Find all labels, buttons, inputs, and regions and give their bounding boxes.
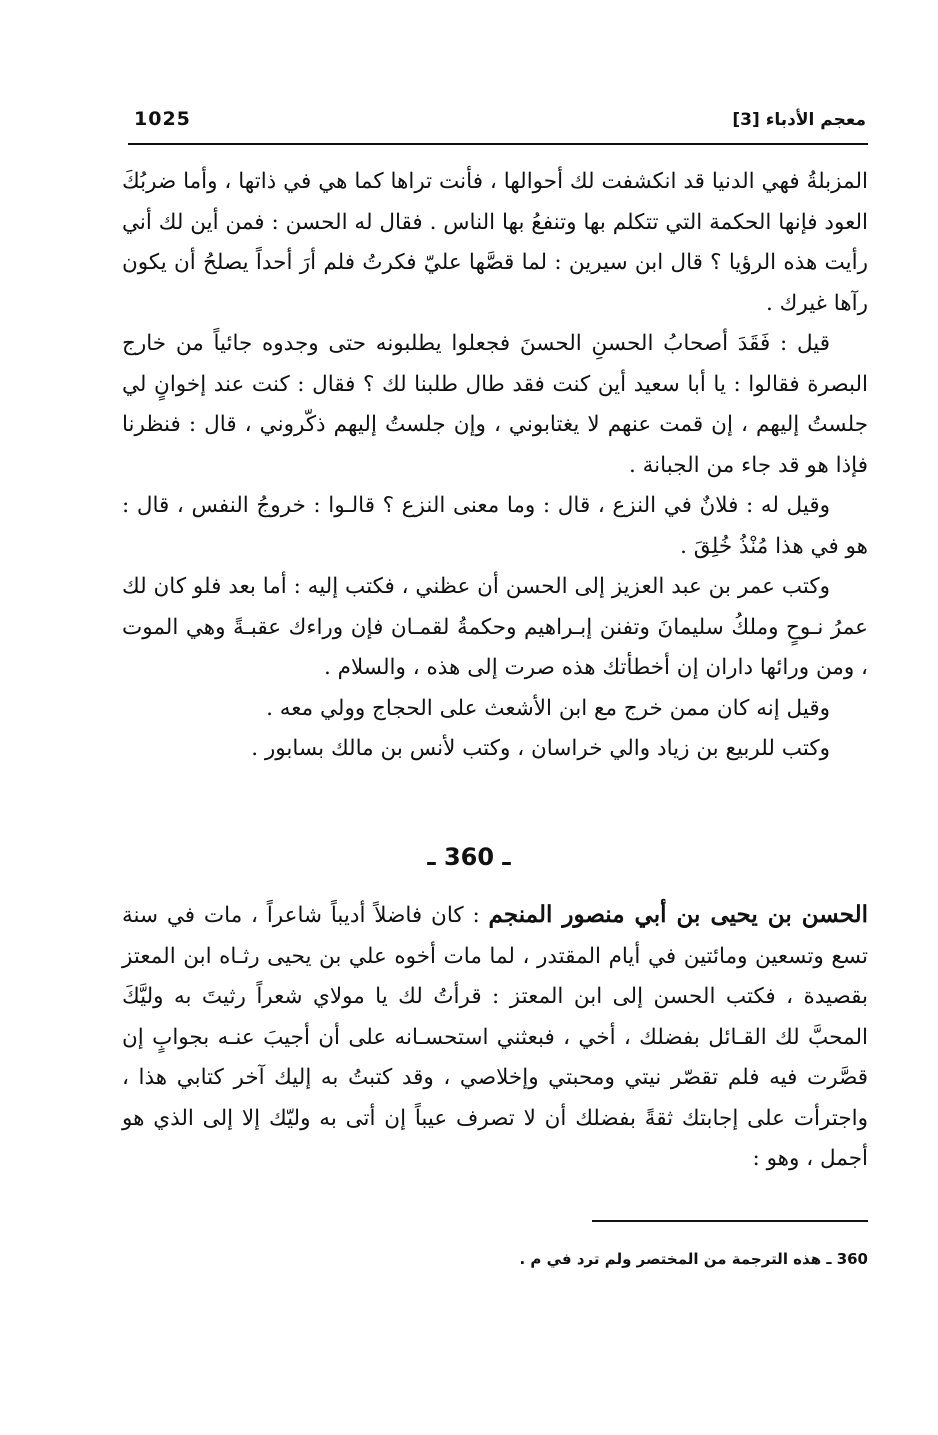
running-title: معجم الأدباء [3] [732, 110, 866, 130]
paragraph: وكتب عمر بن عبد العزيز إلى الحسن أن عظني ، فكتب إليه : أما بعد فلو كان لك عمرُ نـوحٍ وملكُ سليمانَ وتفنن إبـراهيم وحكمةُ لقمـان فإن وراءك عقبـةً وهي الموت ، ومن ورائها داران إن أخطأتك هذه صرت إلى هذه ، والسلام . [121, 574, 868, 680]
entry-number: ـ 360 ـ [427, 843, 511, 871]
footnote-rule [592, 1220, 868, 1222]
paragraph: المزبلةُ فهي الدنيا قد انكشفت لك أحوالها ، فأنت تراها كما هي في ذاتها ، وأما ضربُكَ العود فإنها الحكمة التي تتكلم بها وتنفعُ بها الناس . فقال له الحسن : فمن أين لك أني رأيت هذه الرؤيا ؟ قال ابن سيرين : لما قصَّها عليّ فكرتُ فلم أرَ أحداً يصلحُ أن يكون رآها غيرك . [122, 169, 868, 316]
paragraph: وقيل له : فلانٌ في النزع ، قال : وما معنى النزع ؟ قالـوا : خروجُ النفس ، قال : هو في هذا مُنْذُ خُلِقَ . [122, 493, 868, 559]
paragraph: وكتب للربيع بن زياد والي خراسان ، وكتب لأنس بن مالك بسابور . [251, 736, 830, 761]
page-number: 1025 [134, 108, 191, 130]
entry-text: : كان فاضلاً أديباً شاعراً ، مات في سنة تسع وتسعين ومائتين في أيام المقتدر ، لما مات أخوه علي بن يحيى رثـاه ابن المعتز بقصيدة ، فكتب الحسن إلى ابن المعتز : قرأتُ لك يا مولاي شعراً رثيتَ به وليَّكَ المحبَّ لك القـائل بفضلك ، أخي ، فبعثني استحسـانه على أن أجيبَ عنـه بجوابٍ إن قصَّرت فيه فلم تقصّر نيتي ومحبتي وإخلاصي ، وقد كتبتُ به إليك آخر كتابي هذا ، واجترأت على إجابتك ثقةً بفضلك أن لا تصرف عيباً إن أتى به وليّك إلا إلى الذي هو أجمل ، وهو : [122, 903, 869, 1171]
entry-name: الحسن بن يحيى بن أبي منصور المنجم [488, 901, 868, 928]
paragraph: قيل : فَقَدَ أصحابُ الحسنِ الحسنَ فجعلوا يطلبونه حتى وجدوه جائياً من خارج البصرة فقالوا : يا أبا سعيد أين كنت فقد طال طلبنا لك ؟ فقال : كنت عند إخوانٍ لي جلستُ إليهم ، إن قمت عنهم لا يغتابوني ، وإن جلستُ إليهم ذكّروني ، قال : فنظرنا فإذا هو قد جاء من الجبانة . [122, 331, 868, 478]
header-rule [128, 143, 868, 145]
biography-entry [122, 895, 868, 1180]
main-text [122, 162, 868, 770]
page-header [128, 108, 866, 140]
entry-paragraph [122, 895, 868, 1180]
paragraph: وقيل إنه كان ممن خرج مع ابن الأشعث على الحجاج وولي معه . [266, 695, 830, 721]
footnote: 360 ـ هذه الترجمة من المختصر ولم ترد في م . [519, 1250, 868, 1268]
